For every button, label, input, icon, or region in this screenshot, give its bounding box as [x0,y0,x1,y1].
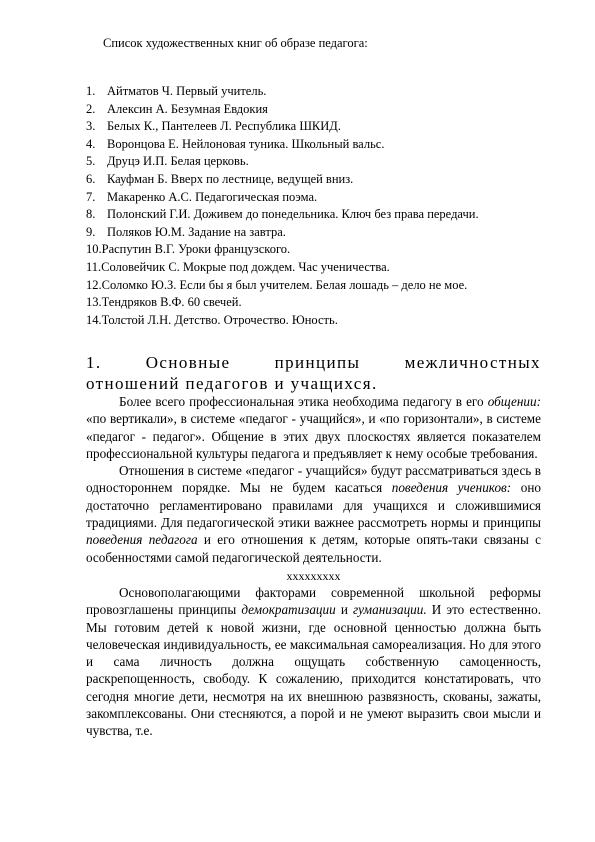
list-item-text: Макаренко А.С. Педагогическая поэма. [107,189,318,204]
list-item-number: 14. [86,312,102,327]
body-text [86,393,541,740]
list-item-number: 5. [86,154,96,169]
list-item-text: Соловейчик С. Мокрые под дождем. Час ученичества. [101,259,390,274]
list-item-text: Распутин В.Г. Уроки французского. [101,242,291,257]
list-item-number: 9. [86,224,96,239]
book-list-title: Список художественных книг об образе педагога: [103,35,368,51]
list-item-number: 13. [86,295,102,310]
emphasis-text: поведения учеников: [391,480,512,496]
list-item-number: 2. [86,101,96,116]
text-run: Более всего профессиональная этика необходима педагогу в его [119,394,488,409]
emphasis-text: общении: [487,394,541,409]
book-list [86,83,479,329]
list-item-number: 1. [86,84,96,98]
separator: xxxxxxxxx [286,568,341,583]
list-item-number: 10. [86,242,102,257]
heading-line-2: отношений педагогов и учащихся. [86,374,378,393]
paragraph [86,393,541,462]
list-item-number: 7. [86,189,96,204]
text-run: оно достаточно регламентировано правилами для учащихся и сложившимися традициями. Для педагогической этики важнее рассмотреть нормы и принципы [86,480,541,531]
text-run: и [335,602,354,618]
list-item [86,294,479,312]
list-item [86,259,479,277]
paragraph [86,462,541,566]
list-item-number: 11. [86,259,102,274]
list-item-text: Полонский Г.И. Доживем до понедельника. Ключ без права передачи. [107,207,479,222]
list-item [86,224,479,242]
list-item-text: Воронцова Е. Нейлоновая туника. Школьный вальс. [107,136,385,151]
emphasis-text: демократизации [241,602,336,618]
text-run: и его отношения к детям, которые опять-таки связаны с особенностями самой педагогической деятельности. [86,532,541,565]
heading-word: Основные [145,353,231,372]
text-run: Основополагающими факторами современной школьной реформы провозглашены принципы [86,584,541,618]
list-item-number: 3. [86,119,96,134]
list-item-text: Толстой Л.Н. Детство. Отрочество. Юность. [101,312,338,327]
heading-line-1 [86,352,541,373]
text-run: Отношения в системе «педагог - учащийся» будут рассматриваться здесь в одностороннем порядке. Мы не будем касаться [86,463,541,496]
list-item-text: Айтматов Ч. Первый учитель. [107,84,267,98]
text-run: И это естественно. Мы готовим детей к новой жизни, где основной ценностью должна быть человеческая индивидуальность, ее максимальная самореализация. Но для этого и сама личность должна ощущать собственную самоценность, раскрепощенность, свободу. К сожалению, приходится констатировать, что сегодня многие дети, несмотря на их внешнюю развязность, скованы, зажаты, закомплексованы. Они стесняются, а порой и не умеют выразить свои мысли и чувства, т.е. [86,602,541,739]
emphasis-text: гуманизации. [353,602,427,618]
list-item [86,241,479,259]
list-item-text: Белых К., Пантелеев Л. Республика ШКИД. [107,119,341,134]
list-item-text: Друцэ И.П. Белая церковь. [107,154,249,169]
list-item [86,101,479,119]
list-item-number: 4. [86,136,96,151]
list-item [86,189,479,207]
list-item [86,83,479,101]
list-item [86,312,479,330]
list-item [86,153,479,171]
list-item [86,277,479,295]
list-item [86,206,479,224]
heading-word: межличностных [404,353,541,372]
paragraph [86,584,541,740]
list-item-text: Соломко Ю.З. Если бы я был учителем. Белая лошадь – дело не мое. [101,277,468,292]
section-number: 1. [86,353,102,372]
list-item-text: Поляков Ю.М. Задание на завтра. [107,224,286,239]
heading-word: принципы [274,353,361,372]
list-item-text: Алексин А. Безумная Евдокия [107,101,268,116]
list-item [86,171,479,189]
list-item-number: 6. [86,171,96,186]
emphasis-text: поведения педагога [86,532,198,548]
list-item [86,118,479,136]
text-run: «по вертикали», в системе «педагог - учащийся», и «по горизонтали», в системе «педагог - педагог». Общение в этих двух плоскостях является показателем профессиональной культуры педагога и предъявляет к нему особые требования. [86,411,541,461]
section-heading [86,352,541,394]
list-item-text: Кауфман Б. Вверх по лестнице, ведущей вниз. [107,171,354,186]
list-item-number: 8. [86,207,96,222]
list-item-number: 12. [86,277,102,292]
list-item [86,136,479,154]
list-item-text: Тендряков В.Ф. 60 свечей. [101,295,242,310]
